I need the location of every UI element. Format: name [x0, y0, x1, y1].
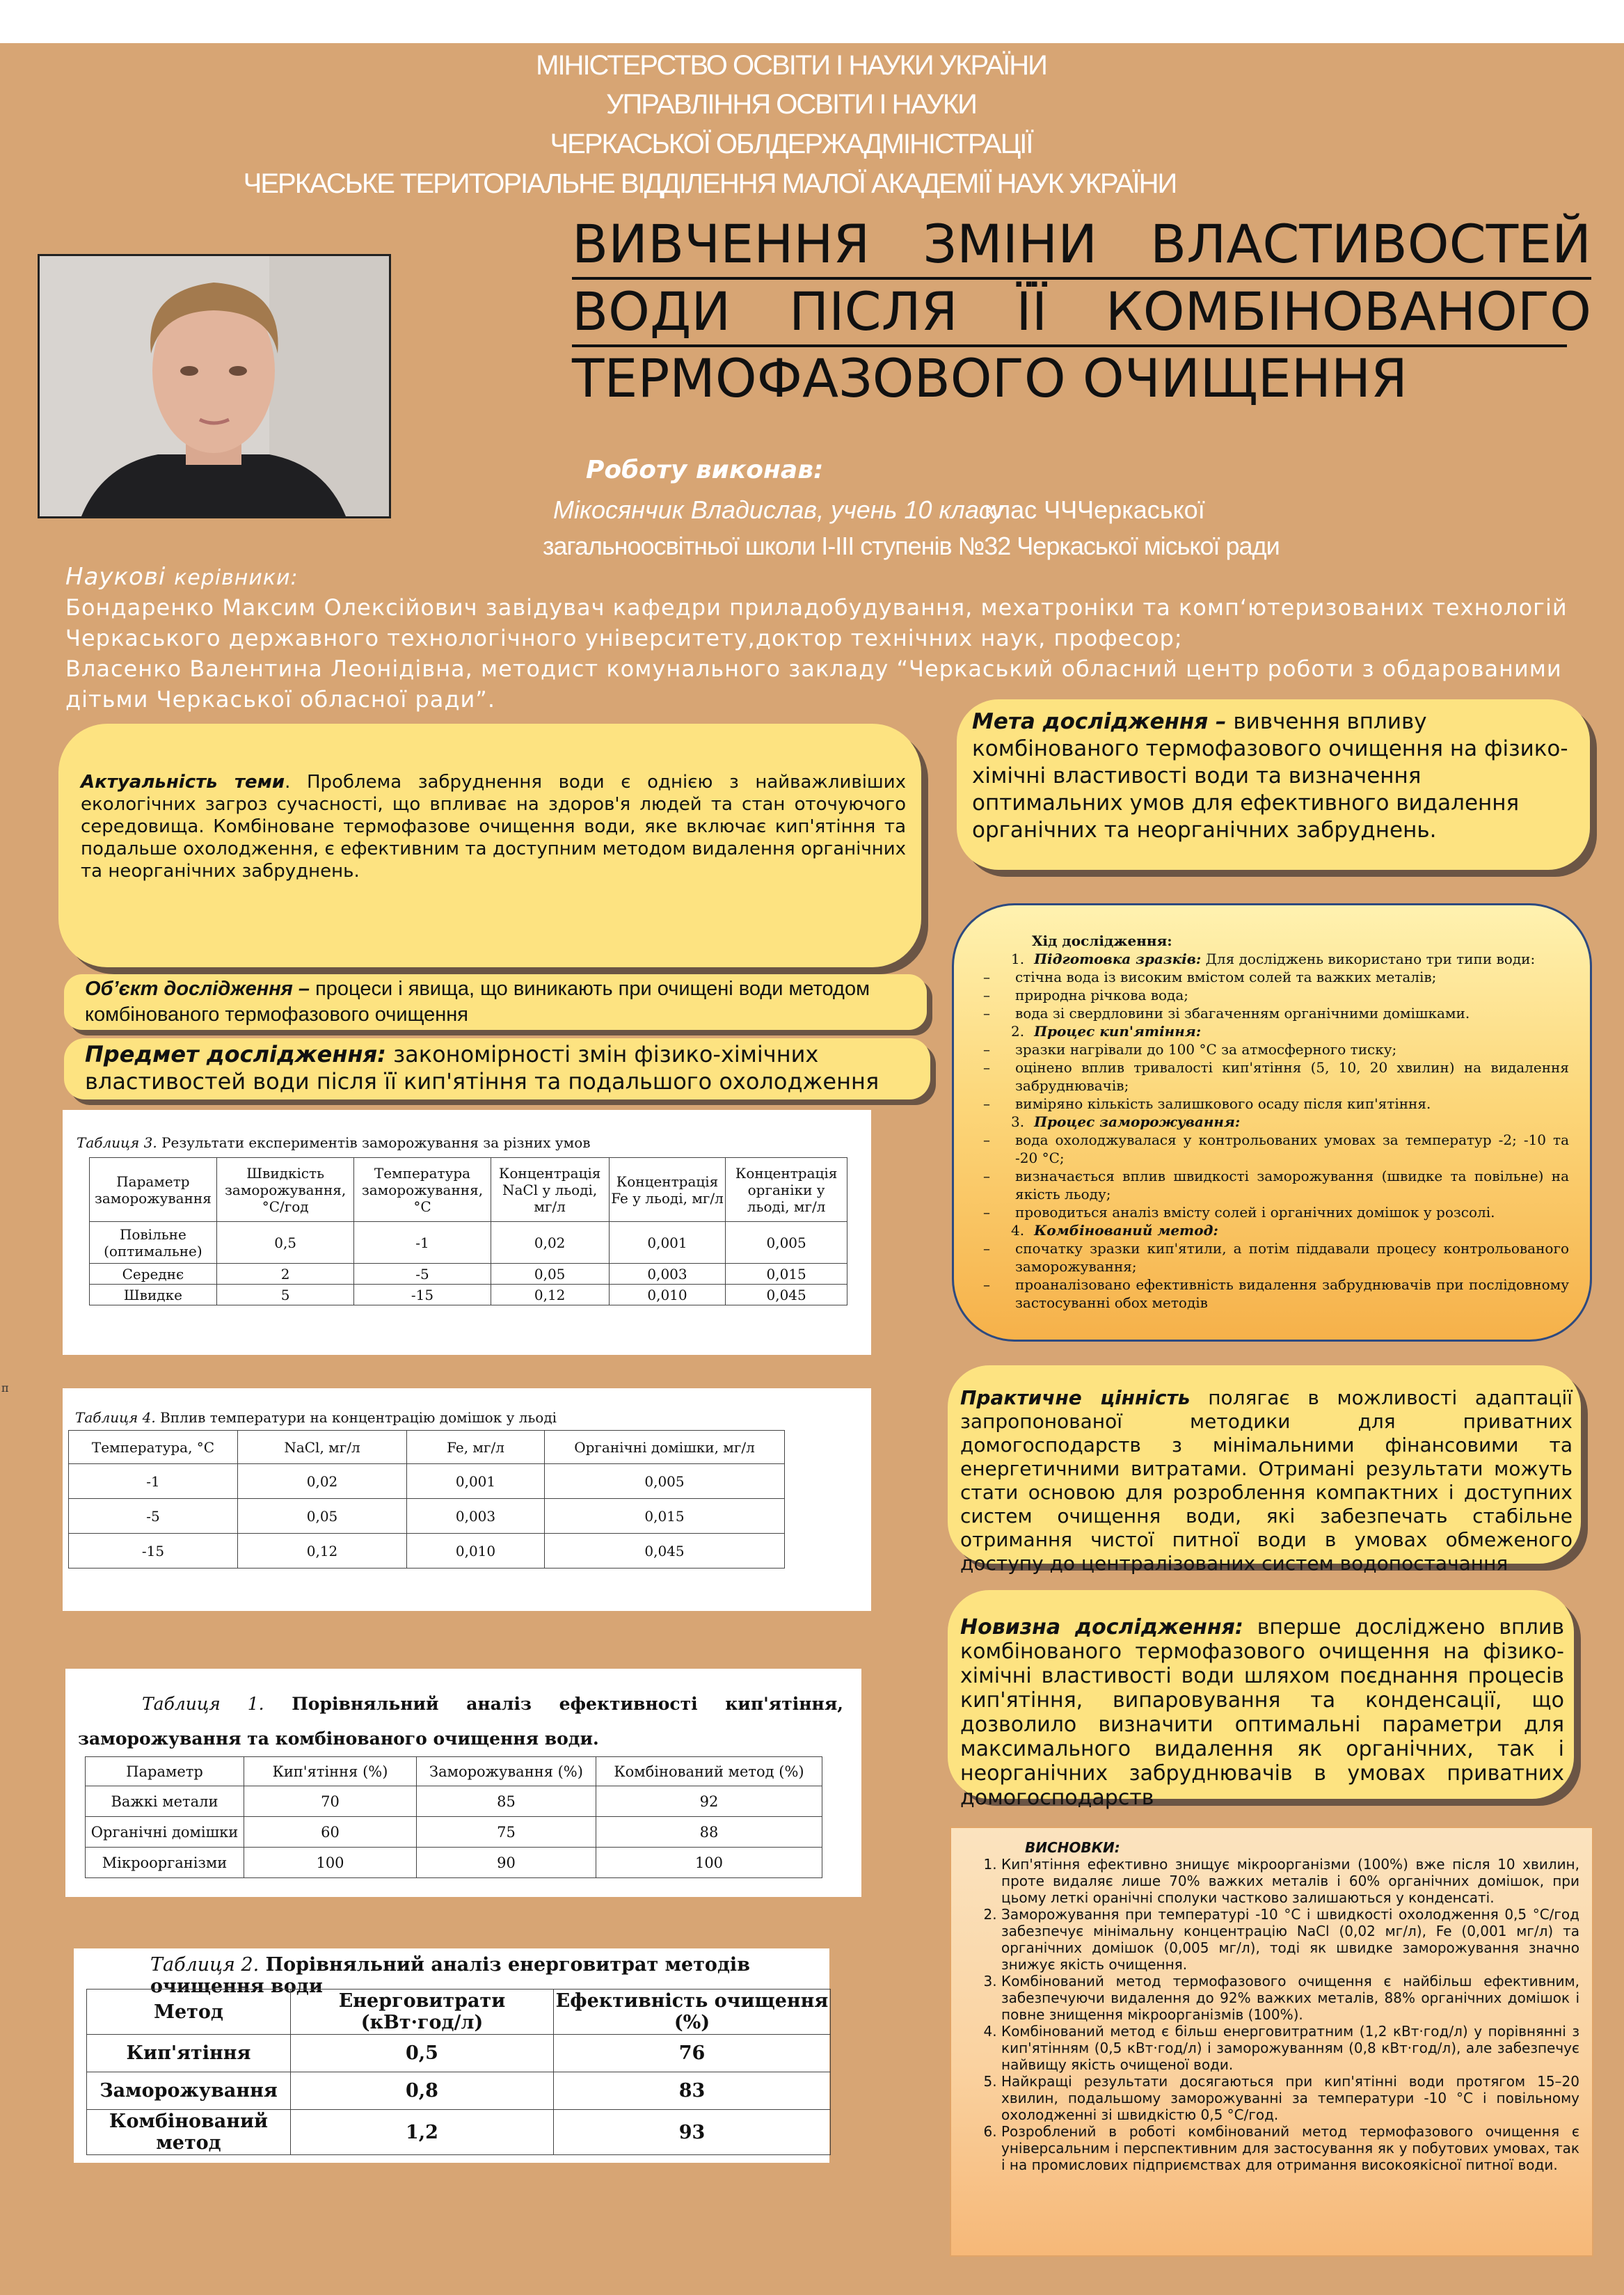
dash-bullet-icon: – [983, 1168, 990, 1184]
table3-cell: 0,5 [216, 1222, 354, 1264]
table1-cell: 90 [417, 1848, 596, 1878]
course-steps [983, 950, 1569, 1312]
table4-cell: -15 [69, 1534, 238, 1569]
table3-cell: -5 [354, 1264, 491, 1285]
list-item: 4. Комбінований метод є більш енерговитратним (1,2 кВт·год/л) у порівнянні з кип'ятінням (0,5 кВт·год/л) і заморожуванням (0,8 кВт·год/л), але забезпечує найвищу якість очищеної води. [1001, 2023, 1579, 2073]
course-step-number: 2. [1011, 1023, 1025, 1040]
subject-text: закономірності змін фізико-хімічних властивостей води після її кип'ятіння та подальшого охолодження [85, 1041, 879, 1095]
author-photo [38, 254, 391, 518]
table1-cell: Органічні домішки [86, 1817, 244, 1848]
relevance-label: Актуальність теми [81, 772, 285, 793]
table1-cell: 88 [596, 1817, 822, 1848]
goal-box [957, 699, 1590, 870]
table4-header: NaCl, мг/л [238, 1431, 407, 1464]
table4-cell: -1 [69, 1464, 238, 1499]
table1-cell: 60 [244, 1817, 417, 1848]
list-item: 2. Заморожування при температурі -10 °С і швидкості охолодження 0,5 °С/год забезпечує мінімальну концентрацію NaCl (0,02 мг/л), Fe (0,001 мг/л) та органічних домішок (0,005 мг/л), тоді як швидке заморожування значно знижує якість очищення. [1001, 1906, 1579, 1973]
list-item: 1. Кип'ятіння ефективно знищує мікроорганізми (100%) вже після 10 хвилин, проте видаляє лише 70% важких металів і 60% органічних домішок, при цьому леткі оранічні сполуки частково залишаються у конденсаті. [1001, 1856, 1579, 1906]
table2-cell: Комбінований метод [87, 2110, 291, 2155]
table2-header: Ефективність очищення (%) [554, 1990, 831, 2035]
subject-label: Предмет дослідження: [85, 1041, 386, 1067]
supervisors-heading [65, 562, 1596, 593]
table-row [90, 1285, 847, 1305]
table3-cell: 0,045 [726, 1285, 847, 1305]
author-line-1: Мікосянчик Владислав, учень 10 класу [553, 495, 1004, 524]
course-list-item [983, 1040, 1569, 1058]
dash-bullet-icon: – [983, 1095, 990, 1112]
table4-cell: 0,12 [238, 1534, 407, 1569]
relevance-text: . Проблема забруднення води є однією з найважливіших екологічних загроз сучасності, що впливає на здоров'я людей та стан оточуючого середовища. Комбіноване термофазове очищення води, яке включає кип'ятіння та подальше охолодження, є ефективним та доступним методом видалення органічних та неорганічних забруднень. [81, 772, 906, 882]
novelty-text: вперше досліджено вплив комбінованого термофазового очищення на фізико-хімічні властивості води шляхом поєднання процесів кип'ятіння, випаровування та конденсації, що дозволило визначити оптимальні параметри для максимального видалення як органічних, так і неорганічних забруднювачів в умовах приватних домогосподарств [960, 1615, 1564, 1810]
novelty-box [948, 1590, 1574, 1810]
table1-cell: Мікроорганізми [86, 1848, 244, 1878]
table2-caption-label: Таблиця 2. [150, 1954, 260, 1976]
novelty-label: Новизна дослідження: [960, 1615, 1243, 1639]
dash-bullet-icon: – [983, 1204, 990, 1221]
table-row [87, 2110, 831, 2155]
course-list-item [983, 1058, 1569, 1095]
table3-cell: 2 [216, 1264, 354, 1285]
table-row [90, 1264, 847, 1285]
course-step-label: Підготовка зразків: [1034, 951, 1202, 967]
course-list-item [983, 968, 1569, 986]
course-step-heading [1011, 1221, 1569, 1239]
course-box [952, 903, 1592, 1342]
table1-cell: Важкі метали [86, 1786, 244, 1817]
table4-cell: 0,003 [407, 1499, 545, 1534]
practical-text: полягає в можливості адаптації запропонованої методики для приватних домогосподарств з мінімальними фінансовими та енергетичними витратами. Отримані результати можуть стати основою для розроблення компактних і доступних систем очищення води, які забезпечать стабільне отримання чистої питної води в умовах обмеженого доступу до централізованих систем водопостачання [960, 1386, 1573, 1575]
table1-panel [65, 1669, 861, 1897]
dash-bullet-icon: – [983, 987, 990, 1003]
conclusions-list [962, 1856, 1579, 2173]
table4-cell: 0,005 [545, 1464, 785, 1499]
supervisor-line-1: Бондаренко Максим Олексійович завідувач кафедри приладобудування, мехатроніки та комп‘ютеризованих технологій [65, 594, 1568, 621]
table1-header: Параметр [86, 1757, 244, 1786]
table-row [86, 1817, 822, 1848]
table4-caption-text: Вплив температури на концентрацію домішок у льоді [155, 1409, 557, 1426]
table2-cell: 0,8 [291, 2072, 554, 2110]
margin-mark: п [1, 1381, 9, 1395]
table3-cell: 0,015 [726, 1264, 847, 1285]
table3-cell: 0,12 [491, 1285, 609, 1305]
course-step-number: 4. [1011, 1222, 1025, 1239]
dash-bullet-icon: – [983, 1005, 990, 1022]
list-item: 5. Найкращі результати досягаються при кип'ятінні води протягом 15–20 хвилин, подальшому заморожуванні за температури -10 °С і повільному охолодженні зі швидкістю 0,5 °С/год. [1001, 2073, 1579, 2123]
table-row [87, 2035, 831, 2072]
table2-panel [74, 1948, 829, 2163]
dash-bullet-icon: – [983, 1276, 990, 1293]
header-line-4: ЧЕРКАСЬКЕ ТЕРИТОРІАЛЬНЕ ВІДДІЛЕННЯ МАЛОЇ АКАДЕМІЇ НАУК УКРАЇНИ [243, 168, 1177, 199]
object-box [64, 974, 927, 1030]
author-line-1-overlap: клас ЧЧЧеркаської [985, 495, 1205, 524]
object-label: Об’єкт дослідження – [85, 978, 310, 1000]
table3-header: Концентрація органіки у льоді, мг/л [726, 1158, 847, 1222]
table-row [87, 2072, 831, 2110]
table4-cell: 0,02 [238, 1464, 407, 1499]
supervisor-line-2: Черкаського державного технологічного університету,доктор технічних наук, професор; [65, 625, 1183, 651]
title-line-1: ВИВЧЕННЯ ЗМІНИ ВЛАСТИВОСТЕЙ [572, 213, 1591, 275]
table4-cell: 0,015 [545, 1499, 785, 1534]
object-text: процеси і явища, що виникають при очищені води методом комбінованого термофазового очищення [85, 978, 870, 1026]
table1-caption-text: Порівняльний аналіз ефективності кип'ятіння, заморожування та комбінованого очищення води. [78, 1694, 843, 1749]
list-item: 6. Розроблений в роботі комбінований метод термофазового очищення є універсальним і перспективним для застосування як у побутових умовах, так і на промислових підприємствах для отримання високоякісної питної води. [1001, 2123, 1579, 2173]
table-row [90, 1222, 847, 1264]
table-row [86, 1786, 822, 1817]
course-step-label: Процес кип'ятіння: [1034, 1023, 1202, 1040]
course-list-item-text: вода охолоджувалася у контрольованих умовах за температур -2; -10 та -20 °С; [1015, 1131, 1569, 1166]
table3-header: Концентрація Fe у льоді, мг/л [609, 1158, 725, 1222]
table3-caption-text: Результати експериментів заморожування за різних умов [157, 1134, 591, 1151]
title-line-3: ТЕРМОФАЗОВОГО ОЧИЩЕННЯ [572, 347, 1408, 409]
course-list-item [983, 1203, 1569, 1221]
table4 [68, 1430, 785, 1569]
table3-cell: Повільне (оптимальне) [90, 1222, 217, 1264]
table1 [85, 1756, 822, 1878]
table2-cell: 76 [554, 2035, 831, 2072]
course-list-item [983, 1167, 1569, 1203]
course-list-item [983, 1131, 1569, 1167]
header-line-1: МІНІСТЕРСТВО ОСВІТИ І НАУКИ УКРАЇНИ [536, 50, 1046, 81]
table3-cell: 5 [216, 1285, 354, 1305]
table1-cell: 85 [417, 1786, 596, 1817]
table-row [69, 1534, 785, 1569]
table3 [89, 1157, 847, 1305]
table4-cell: 0,010 [407, 1534, 545, 1569]
course-list-item [983, 986, 1569, 1004]
table3-cell: -1 [354, 1222, 491, 1264]
supervisor-line-4: дітьми Черкаської обласної ради”. [65, 686, 496, 713]
table4-cell: 0,045 [545, 1534, 785, 1569]
table-row [86, 1848, 822, 1878]
title-line-2: ВОДИ ПІСЛЯ ЇЇ КОМБІНОВАНОГО [572, 280, 1591, 342]
conclusions-title: ВИСНОВКИ: [1025, 1839, 1120, 1856]
table3-cell: -15 [354, 1285, 491, 1305]
course-list-item-text: стічна вода із високим вмістом солей та важких металів; [1015, 969, 1437, 985]
author-heading: Роботу виконав: [586, 456, 824, 484]
course-list-item [983, 1095, 1569, 1113]
table3-cell: Швидке [90, 1285, 217, 1305]
table2-cell: 1,2 [291, 2110, 554, 2155]
table3-cell: 0,001 [609, 1222, 725, 1264]
course-title: Хід дослідження: [1032, 932, 1172, 949]
table3-header: Температура заморожування, °С [354, 1158, 491, 1222]
course-step-label: Процес заморожування: [1034, 1113, 1241, 1130]
table2 [86, 1989, 831, 2155]
table2-cell: 83 [554, 2072, 831, 2110]
table2-caption-text: Порівняльний аналіз енерговитрат методів очищення води [150, 1954, 750, 1997]
table3-cell: 0,003 [609, 1264, 725, 1285]
supervisors-heading-a: Наукові [65, 563, 166, 591]
table2-header: Енерговитрати (кВт·год/л) [291, 1990, 554, 2035]
table3-cell: 0,010 [609, 1285, 725, 1305]
table4-caption-label: Таблиця 4. [75, 1409, 156, 1426]
table3-caption-label: Таблиця 3. [77, 1134, 157, 1151]
course-list-item-text: визначається вплив швидкості заморожування (швидке та повільне) на якість льоду; [1015, 1168, 1569, 1202]
practical-box [948, 1365, 1581, 1575]
table3-cell: 0,05 [491, 1264, 609, 1285]
table4-panel [63, 1388, 871, 1611]
table1-caption-label: Таблиця 1. [142, 1694, 264, 1714]
table4-header: Температура, °С [69, 1431, 238, 1464]
table3-header: Швидкість заморожування, °С/год [216, 1158, 354, 1222]
course-step-number: 3. [1011, 1113, 1025, 1130]
table4-header: Органічні домішки, мг/л [545, 1431, 785, 1464]
table2-cell: 0,5 [291, 2035, 554, 2072]
table2-cell: 93 [554, 2110, 831, 2155]
table3-cell: 0,005 [726, 1222, 847, 1264]
table1-cell: 92 [596, 1786, 822, 1817]
course-step-heading [1011, 950, 1569, 968]
course-step-label: Комбінований метод: [1034, 1222, 1218, 1239]
table4-cell: 0,05 [238, 1499, 407, 1534]
dash-bullet-icon: – [983, 1041, 990, 1058]
table4-cell: -5 [69, 1499, 238, 1534]
course-list-item-text: оцінено вплив тривалості кип'ятіння (5, 10, 20 хвилин) на видалення забруднювачів; [1015, 1059, 1569, 1094]
course-list-item-text: вода зі свердловини зі збагаченням органічними домішками. [1015, 1005, 1470, 1022]
course-list-item-text: природна річкова вода; [1015, 987, 1189, 1003]
dash-bullet-icon: – [983, 1059, 990, 1076]
table2-cell: Кип'ятіння [87, 2035, 291, 2072]
table1-header: Комбінований метод (%) [596, 1757, 822, 1786]
table-row [69, 1499, 785, 1534]
table-row [69, 1464, 785, 1499]
course-list-item [983, 1239, 1569, 1276]
table1-cell: 75 [417, 1817, 596, 1848]
conclusions-box [950, 1827, 1593, 2257]
goal-label: Мета дослідження – [972, 709, 1227, 734]
course-list-item-text: виміряно кількість залишкового осаду після кип'ятіння. [1015, 1095, 1431, 1112]
table3-cell: Середнє [90, 1264, 217, 1285]
course-step-heading [1011, 1113, 1569, 1131]
course-list-item-text: проаналізовано ефективність видалення забруднювачів при послідовному застосуванні обох методів [1015, 1276, 1569, 1311]
table4-header: Fe, мг/л [407, 1431, 545, 1464]
course-step-heading [1011, 1022, 1569, 1040]
practical-label: Практичне цінність [960, 1386, 1191, 1409]
list-item: 3. Комбінований метод термофазового очищення є найбільш ефективним, забезпечуючи видалення до 92% важких металів, 88% органічних домішок і повне знищення мікроорганізмів (100%). [1001, 1973, 1579, 2023]
table1-header: Кип'ятіння (%) [244, 1757, 417, 1786]
dash-bullet-icon: – [983, 1131, 990, 1148]
dash-bullet-icon: – [983, 1240, 990, 1257]
table1-cell: 70 [244, 1786, 417, 1817]
table2-cell: Заморожування [87, 2072, 291, 2110]
table4-cell: 0,001 [407, 1464, 545, 1499]
supervisors-heading-b: керівники: [174, 566, 298, 590]
table1-cell: 100 [244, 1848, 417, 1878]
goal-text: вивчення впливу комбінованого термофазового очищення на фізико-хімічні властивості води та визначення оптимальних умов для ефективного видалення органічних та неорганічних забруднень. [972, 709, 1568, 843]
dash-bullet-icon: – [983, 969, 990, 985]
table2-header: Метод [87, 1990, 291, 2035]
course-list-item-text: спочатку зразки кип'ятили, а потім піддавали процесу контрольованого заморожування; [1015, 1240, 1569, 1275]
author-line-2: загальноосвітньої школи І-ІІІ ступенів №32 Черкаської міської ради [543, 532, 1280, 560]
course-step-number: 1. [1011, 951, 1025, 967]
header-line-3: ЧЕРКАСЬКОЇ ОБЛДЕРЖАДМІНІСТРАЦІЇ [550, 129, 1033, 159]
table3-header: Концентрація NaCl у льоді, мг/л [491, 1158, 609, 1222]
table3-cell: 0,02 [491, 1222, 609, 1264]
table3-header: Параметр заморожування [90, 1158, 217, 1222]
course-list-item-text: проводиться аналіз вмісту солей і органічних домішок у розсолі. [1015, 1204, 1495, 1221]
course-step-intro: Для досліджень використано три типи води: [1201, 951, 1536, 967]
course-list-item [983, 1276, 1569, 1312]
subject-box [64, 1038, 930, 1099]
table3-panel [63, 1110, 871, 1355]
table1-header: Заморожування (%) [417, 1757, 596, 1786]
course-list-item [983, 1004, 1569, 1022]
course-list-item-text: зразки нагрівали до 100 °С за атмосферного тиску; [1015, 1041, 1397, 1058]
table1-cell: 100 [596, 1848, 822, 1878]
relevance-box [58, 724, 921, 967]
header-line-2: УПРАВЛІННЯ ОСВІТИ І НАУКИ [606, 89, 976, 120]
supervisor-line-3: Власенко Валентина Леонідівна, методист комунального закладу “Черкаський обласний центр роботи з обдарованими [65, 656, 1562, 682]
